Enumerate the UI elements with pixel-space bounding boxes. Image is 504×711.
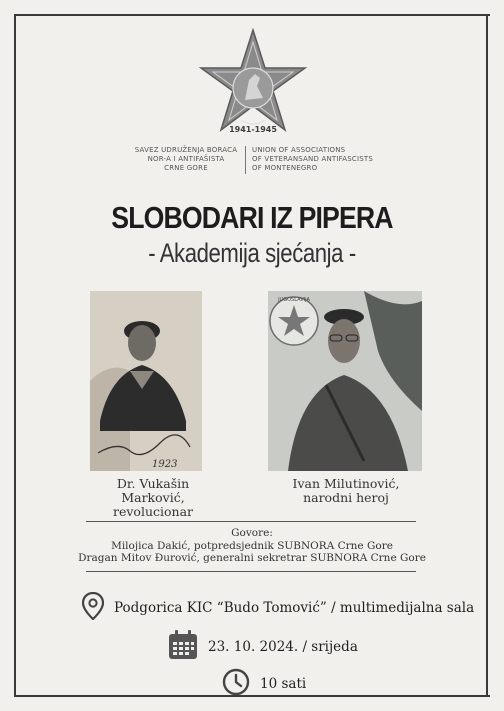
portrait-vukasin-markovic <box>90 291 202 471</box>
person-role: revolucionar <box>112 504 193 519</box>
org-en-line-2: OF VETERANSAND ANTIFASCISTS <box>252 155 373 163</box>
org-divider <box>245 146 246 174</box>
person-name: Ivan Milutinović, <box>292 476 400 491</box>
speakers-heading: Govore: <box>231 527 273 539</box>
org-local-line-2: NOR-A I ANTIFAŠISTA <box>147 155 225 163</box>
organization-name-local <box>132 146 240 173</box>
event-subtitle: - Akademija sjećanja - <box>148 238 356 268</box>
person-name: Dr. Vukašin Marković, <box>116 476 190 505</box>
badge-text: JUGOSLAVIJA <box>278 297 310 303</box>
location-row <box>82 592 474 624</box>
portrait-inscription-year: 1923 <box>152 459 178 470</box>
logo-years: 1941-1945 <box>229 125 277 134</box>
portrait-ivan-milutinovic <box>268 291 422 471</box>
speaker-line-2: Dragan Mitov Đurović, generalni sekretrar SUBNORA Crne Gore <box>78 552 426 564</box>
person-role: narodni heroj <box>303 490 389 505</box>
caption-ivan-milutinovic <box>266 477 426 505</box>
event-title: SLOBODARI IZ PIPERA <box>111 200 393 235</box>
divider-lower <box>86 571 416 572</box>
organization-name-english <box>252 146 384 173</box>
date-row <box>168 630 358 664</box>
speakers-block <box>0 527 504 565</box>
speaker-line-1: Milojica Dakić, potpredsjednik SUBNORA Crne Gore <box>111 539 393 552</box>
frame-top-rule <box>14 14 490 16</box>
time-row <box>222 668 306 700</box>
time-text: 10 sati <box>260 676 307 692</box>
divider-upper <box>86 521 416 522</box>
org-local-line-3: CRNE GORE <box>164 164 208 172</box>
org-local-line-1: SAVEZ UDRUŽENJA BORACA <box>134 146 238 154</box>
map-pin-icon <box>82 592 104 624</box>
org-en-line-1: UNION OF ASSOCIATIONS <box>252 146 346 154</box>
date-text: 23. 10. 2024. / srijeda <box>208 639 358 655</box>
org-en-line-3: OF MONTENEGRO <box>252 164 318 172</box>
organization-logo <box>197 28 309 140</box>
location-text: Podgorica KIC “Budo Tomović” / multimedijalna sala <box>114 600 475 616</box>
caption-vukasin-markovic <box>86 477 220 519</box>
clock-icon <box>222 668 250 700</box>
calendar-icon <box>168 630 198 664</box>
